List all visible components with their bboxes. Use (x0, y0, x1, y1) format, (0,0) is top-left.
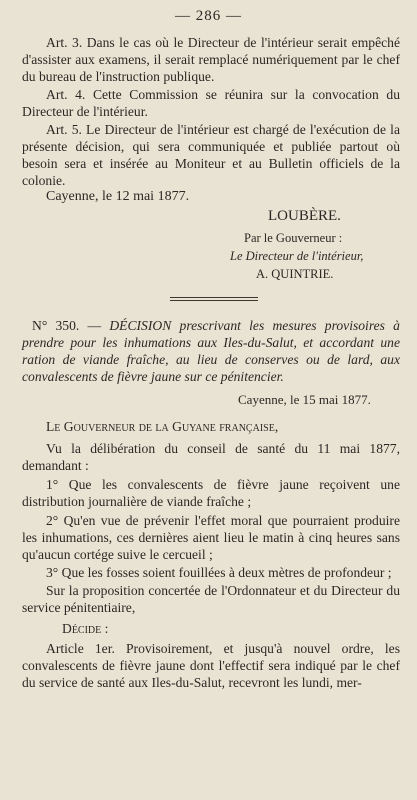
article-3: Art. 3. Dans le cas où le Directeur de l'intérieur serait empêché d'assister aux examens, il serait remplacé numériquement par le chef du bureau de l'instruction publique. (22, 35, 400, 84)
signature-place-date: Cayenne, le 12 mai 1877. (46, 189, 190, 204)
separator-rule-bottom (170, 300, 258, 301)
decision-item-2: 2° Qu'en vue de prévenir l'effet moral que pourraient produire les inhumations, ces dernières aient lieu le matin à cinq heures sans qu'aucun cortége suive le cercueil ; (22, 513, 400, 562)
decision-heading: DÉCISION (109, 318, 172, 333)
article-5: Art. 5. Le Directeur de l'intérieur est chargé de l'exécution de la présente décision, qui sera communiquée et publiée partout où besoin sera et insérée au Moniteur et au Bulletin officiels de la colonie. (22, 122, 400, 188)
signature-countersign: A. QUINTRIE. (256, 267, 334, 281)
decision-summary: prescrivant les mesures provisoires à prendre pour les inhumations aux Iles-du-Salut, et accordant une ration de viande fraîche, au lieu de conserves ou de lard, aux convalescents de fièvre jaune sur ce pénitencier. (22, 318, 400, 384)
decision-item-1: 1° Que les convalescents de fièvre jaune reçoivent une distribution journalière de viande fraîche ; (22, 477, 400, 509)
signature-by-line: Par le Gouverneur : (244, 231, 343, 245)
decision-number: N° 350. — (32, 318, 102, 333)
decision-sur: Sur la proposition concertée de l'Ordonnateur et du Directeur du service pénitentiaire, (22, 583, 400, 615)
decision-intro: Le Gouverneur de la Guyane française, (46, 419, 279, 434)
signature-name: LOUBÈRE. (268, 208, 341, 224)
decision-place-date: Cayenne, le 15 mai 1877. (238, 392, 371, 407)
page-number: — 286 — (175, 8, 242, 24)
separator-rule-top (170, 297, 258, 298)
decision-vu: Vu la délibération du conseil de santé du 11 mai 1877, demandant : (22, 441, 400, 473)
decision-header (22, 317, 400, 385)
signature-title: Le Directeur de l'intérieur, (230, 249, 364, 263)
decision-item-3: 3° Que les fosses soient fouillées à deux mètres de profondeur ; (46, 565, 392, 580)
decision-decide: Décide : (62, 621, 109, 636)
article-4: Art. 4. Cette Commission se réunira sur la convocation du Directeur de l'intérieur. (22, 87, 400, 119)
decision-article-1: Article 1er. Provisoirement, et jusqu'à nouvel ordre, les convalescents de fièvre jaune dont l'effectif sera indiqué par le chef du service de santé aux Iles-du-Salut, recevront les lundi, mer- (22, 641, 400, 690)
